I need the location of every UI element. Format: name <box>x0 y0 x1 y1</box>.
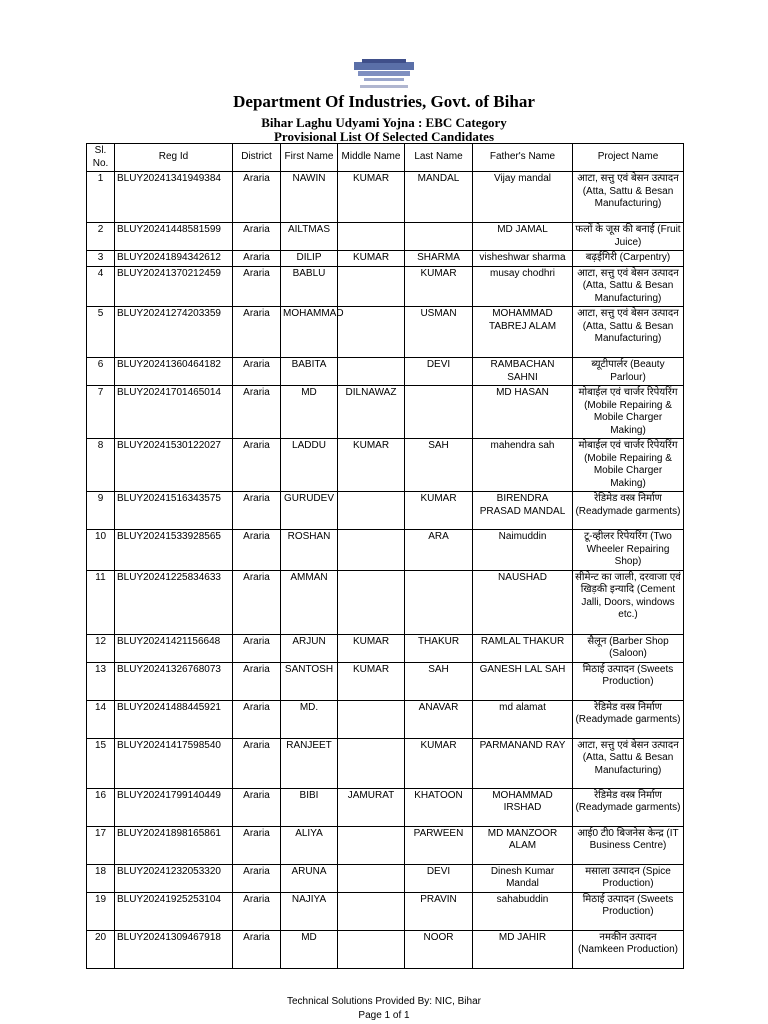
cell-reg-id: BLUY20241232053320 <box>115 864 233 892</box>
cell-district: Araria <box>233 700 281 738</box>
cell-sl-no: 1 <box>87 172 115 223</box>
cell-reg-id: BLUY20241799140449 <box>115 788 233 826</box>
document-title: Department Of Industries, Govt. of Bihar <box>233 92 535 111</box>
cell-reg-id: BLUY20241533928565 <box>115 530 233 571</box>
cell-middle-name <box>338 530 405 571</box>
cell-last-name: SAH <box>405 662 473 700</box>
cell-district: Araria <box>233 172 281 223</box>
cell-district: Araria <box>233 570 281 634</box>
cell-sl-no: 18 <box>87 864 115 892</box>
cell-middle-name <box>338 358 405 386</box>
cell-sl-no: 4 <box>87 266 115 307</box>
cell-first-name: AILTMAS <box>281 223 338 251</box>
cell-first-name: BABLU <box>281 266 338 307</box>
table-row <box>87 662 684 700</box>
cell-first-name: ROSHAN <box>281 530 338 571</box>
col-project-name: Project Name <box>573 144 684 172</box>
cell-last-name: MANDAL <box>405 172 473 223</box>
cell-sl-no: 20 <box>87 930 115 968</box>
cell-district: Araria <box>233 738 281 788</box>
cell-project-name: मोबाईल एवं चार्जर रिपेयरिंग (Mobile Repairing & Mobile Charger Making) <box>573 439 684 492</box>
cell-district: Araria <box>233 358 281 386</box>
cell-first-name: ARUNA <box>281 864 338 892</box>
cell-project-name: मोबाईल एवं चार्जर रिपेयरिंग (Mobile Repairing & Mobile Charger Making) <box>573 386 684 439</box>
cell-project-name: रेडिमेड वस्त्र निर्माण (Readymade garments) <box>573 492 684 530</box>
table-row <box>87 700 684 738</box>
footer-page-number: Page 1 of 1 <box>358 1010 410 1021</box>
cell-first-name: MD <box>281 386 338 439</box>
cell-first-name: GURUDEV <box>281 492 338 530</box>
table-row <box>87 358 684 386</box>
cell-fathers-name: BIRENDRA PRASAD MANDAL <box>473 492 573 530</box>
cell-first-name: AMMAN <box>281 570 338 634</box>
cell-fathers-name: musay chodhri <box>473 266 573 307</box>
cell-sl-no: 14 <box>87 700 115 738</box>
cell-project-name: सीमेन्ट का जाली, दरवाजा एवं खिड़की इन्यादि (Cement Jalli, Doors, windows etc.) <box>573 570 684 634</box>
cell-middle-name <box>338 223 405 251</box>
cell-first-name: ALIYA <box>281 826 338 864</box>
cell-reg-id: BLUY20241225834633 <box>115 570 233 634</box>
table-row <box>87 892 684 930</box>
cell-fathers-name: MD MANZOOR ALAM <box>473 826 573 864</box>
cell-last-name <box>405 570 473 634</box>
cell-reg-id: BLUY20241341949384 <box>115 172 233 223</box>
cell-last-name: KUMAR <box>405 266 473 307</box>
cell-first-name: ARJUN <box>281 634 338 662</box>
cell-district: Araria <box>233 662 281 700</box>
table-row <box>87 930 684 968</box>
cell-middle-name <box>338 570 405 634</box>
cell-district: Araria <box>233 266 281 307</box>
cell-last-name: PARWEEN <box>405 826 473 864</box>
col-district: District <box>233 144 281 172</box>
cell-first-name: RANJEET <box>281 738 338 788</box>
cell-fathers-name: NAUSHAD <box>473 570 573 634</box>
cell-fathers-name: Dinesh Kumar Mandal <box>473 864 573 892</box>
table-header-row <box>87 144 684 172</box>
cell-fathers-name: MD JAHIR <box>473 930 573 968</box>
cell-fathers-name: Naimuddin <box>473 530 573 571</box>
cell-middle-name <box>338 492 405 530</box>
footer-credit: Technical Solutions Provided By: NIC, Bihar <box>287 996 481 1007</box>
cell-reg-id: BLUY20241417598540 <box>115 738 233 788</box>
cell-middle-name <box>338 930 405 968</box>
cell-fathers-name: MD HASAN <box>473 386 573 439</box>
cell-project-name: रेडिमेड वस्त्र निर्माण (Readymade garments) <box>573 700 684 738</box>
cell-district: Araria <box>233 864 281 892</box>
cell-middle-name <box>338 738 405 788</box>
cell-middle-name <box>338 892 405 930</box>
cell-sl-no: 7 <box>87 386 115 439</box>
cell-reg-id: BLUY20241360464182 <box>115 358 233 386</box>
cell-project-name: आटा, सत्तु एवं बेसन उत्पादन (Atta, Sattu & Besan Manufacturing) <box>573 172 684 223</box>
cell-district: Araria <box>233 788 281 826</box>
cell-reg-id: BLUY20241370212459 <box>115 266 233 307</box>
table-row <box>87 826 684 864</box>
cell-last-name: DEVI <box>405 864 473 892</box>
cell-middle-name <box>338 307 405 358</box>
cell-district: Araria <box>233 826 281 864</box>
table-row <box>87 223 684 251</box>
cell-project-name: आई0 टी0 बिजनेस केन्द्र (IT Business Centre) <box>573 826 684 864</box>
table-row <box>87 530 684 571</box>
table-row <box>87 266 684 307</box>
cell-reg-id: BLUY20241488445921 <box>115 700 233 738</box>
cell-reg-id: BLUY20241448581599 <box>115 223 233 251</box>
cell-reg-id: BLUY20241701465014 <box>115 386 233 439</box>
cell-middle-name: KUMAR <box>338 439 405 492</box>
cell-reg-id: BLUY20241516343575 <box>115 492 233 530</box>
cell-last-name: THAKUR <box>405 634 473 662</box>
cell-fathers-name: mahendra sah <box>473 439 573 492</box>
cell-project-name: आटा, सत्तु एवं बेसन उत्पादन (Atta, Sattu & Besan Manufacturing) <box>573 738 684 788</box>
table-row <box>87 570 684 634</box>
cell-district: Araria <box>233 386 281 439</box>
cell-last-name: SAH <box>405 439 473 492</box>
cell-sl-no: 16 <box>87 788 115 826</box>
cell-sl-no: 17 <box>87 826 115 864</box>
cell-fathers-name: visheshwar sharma <box>473 251 573 267</box>
cell-fathers-name: MD JAMAL <box>473 223 573 251</box>
cell-district: Araria <box>233 930 281 968</box>
cell-last-name: ARA <box>405 530 473 571</box>
cell-fathers-name: MOHAMMAD TABREJ ALAM <box>473 307 573 358</box>
cell-sl-no: 8 <box>87 439 115 492</box>
list-title: Provisional List Of Selected Candidates <box>273 129 495 144</box>
cell-last-name: ANAVAR <box>405 700 473 738</box>
table-row <box>87 439 684 492</box>
cell-last-name: USMAN <box>405 307 473 358</box>
cell-project-name: टू-व्हीलर रिपेयरिंग (Two Wheeler Repairing Shop) <box>573 530 684 571</box>
cell-sl-no: 12 <box>87 634 115 662</box>
table-row <box>87 386 684 439</box>
cell-fathers-name: md alamat <box>473 700 573 738</box>
cell-fathers-name: GANESH LAL SAH <box>473 662 573 700</box>
cell-first-name: DILIP <box>281 251 338 267</box>
cell-project-name: मसाला उत्पादन (Spice Production) <box>573 864 684 892</box>
cell-project-name: सैलून (Barber Shop (Saloon) <box>573 634 684 662</box>
cell-district: Araria <box>233 530 281 571</box>
cell-sl-no: 6 <box>87 358 115 386</box>
cell-fathers-name: PARMANAND RAY <box>473 738 573 788</box>
cell-middle-name: KUMAR <box>338 662 405 700</box>
cell-last-name: PRAVIN <box>405 892 473 930</box>
cell-project-name: नमकीन उत्पादन (Namkeen Production) <box>573 930 684 968</box>
cell-project-name: आटा, सत्तु एवं बेसन उत्पादन (Atta, Sattu & Besan Manufacturing) <box>573 266 684 307</box>
cell-first-name: LADDU <box>281 439 338 492</box>
cell-first-name: BIBI <box>281 788 338 826</box>
cell-project-name: ब्यूटीपार्लर (Beauty Parlour) <box>573 358 684 386</box>
cell-sl-no: 9 <box>87 492 115 530</box>
cell-last-name <box>405 223 473 251</box>
table-row <box>87 864 684 892</box>
cell-last-name: SHARMA <box>405 251 473 267</box>
cell-district: Araria <box>233 307 281 358</box>
cell-middle-name <box>338 826 405 864</box>
cell-fathers-name: MOHAMMAD IRSHAD <box>473 788 573 826</box>
cell-district: Araria <box>233 892 281 930</box>
cell-project-name: मिठाई उत्पादन (Sweets Production) <box>573 892 684 930</box>
cell-project-name: फलों के जूस की बनाई (Fruit Juice) <box>573 223 684 251</box>
cell-first-name: NAWIN <box>281 172 338 223</box>
cell-district: Araria <box>233 634 281 662</box>
table-row <box>87 172 684 223</box>
cell-last-name: KUMAR <box>405 492 473 530</box>
cell-middle-name: KUMAR <box>338 634 405 662</box>
cell-first-name: NAJIYA <box>281 892 338 930</box>
cell-sl-no: 19 <box>87 892 115 930</box>
department-emblem-logo <box>348 58 420 92</box>
cell-reg-id: BLUY20241326768073 <box>115 662 233 700</box>
cell-sl-no: 5 <box>87 307 115 358</box>
cell-fathers-name: Vijay mandal <box>473 172 573 223</box>
cell-reg-id: BLUY20241274203359 <box>115 307 233 358</box>
cell-middle-name <box>338 864 405 892</box>
cell-district: Araria <box>233 223 281 251</box>
cell-district: Araria <box>233 439 281 492</box>
table-row <box>87 251 684 267</box>
table-row <box>87 492 684 530</box>
cell-district: Araria <box>233 492 281 530</box>
cell-middle-name: KUMAR <box>338 172 405 223</box>
cell-first-name: BABITA <box>281 358 338 386</box>
cell-first-name: MD <box>281 930 338 968</box>
cell-middle-name <box>338 266 405 307</box>
cell-first-name: MOHAMMAD <box>281 307 338 358</box>
cell-project-name: बढ़ईगिरी (Carpentry) <box>573 251 684 267</box>
cell-last-name: KHATOON <box>405 788 473 826</box>
cell-district: Araria <box>233 251 281 267</box>
cell-project-name: मिठाई उत्पादन (Sweets Production) <box>573 662 684 700</box>
cell-sl-no: 11 <box>87 570 115 634</box>
cell-last-name: NOOR <box>405 930 473 968</box>
table-row <box>87 307 684 358</box>
cell-last-name: KUMAR <box>405 738 473 788</box>
col-first-name: First Name <box>281 144 338 172</box>
cell-fathers-name: sahabuddin <box>473 892 573 930</box>
cell-reg-id: BLUY20241894342612 <box>115 251 233 267</box>
cell-sl-no: 13 <box>87 662 115 700</box>
table-row <box>87 788 684 826</box>
cell-reg-id: BLUY20241925253104 <box>115 892 233 930</box>
cell-sl-no: 3 <box>87 251 115 267</box>
cell-middle-name: KUMAR <box>338 251 405 267</box>
table-row <box>87 738 684 788</box>
col-middle-name: Middle Name <box>338 144 405 172</box>
col-sl-no: Sl. No. <box>87 144 115 172</box>
table-row <box>87 634 684 662</box>
cell-fathers-name: RAMBACHAN SAHNI <box>473 358 573 386</box>
cell-sl-no: 2 <box>87 223 115 251</box>
cell-last-name <box>405 386 473 439</box>
cell-fathers-name: RAMLAL THAKUR <box>473 634 573 662</box>
cell-last-name: DEVI <box>405 358 473 386</box>
cell-middle-name: JAMURAT <box>338 788 405 826</box>
cell-middle-name: DILNAWAZ <box>338 386 405 439</box>
cell-reg-id: BLUY20241530122027 <box>115 439 233 492</box>
col-last-name: Last Name <box>405 144 473 172</box>
cell-middle-name <box>338 700 405 738</box>
col-reg-id: Reg Id <box>115 144 233 172</box>
cell-project-name: आटा, सत्तु एवं बेसन उत्पादन (Atta, Sattu & Besan Manufacturing) <box>573 307 684 358</box>
cell-reg-id: BLUY20241309467918 <box>115 930 233 968</box>
cell-reg-id: BLUY20241421156648 <box>115 634 233 662</box>
cell-first-name: MD. <box>281 700 338 738</box>
cell-project-name: रेडिमेड वस्त्र निर्माण (Readymade garments) <box>573 788 684 826</box>
col-fathers-name: Father's Name <box>473 144 573 172</box>
cell-reg-id: BLUY20241898165861 <box>115 826 233 864</box>
cell-first-name: SANTOSH <box>281 662 338 700</box>
cell-sl-no: 15 <box>87 738 115 788</box>
scheme-category: Bihar Laghu Udyami Yojna : EBC Category <box>261 115 507 130</box>
cell-sl-no: 10 <box>87 530 115 571</box>
candidates-table <box>86 143 684 969</box>
